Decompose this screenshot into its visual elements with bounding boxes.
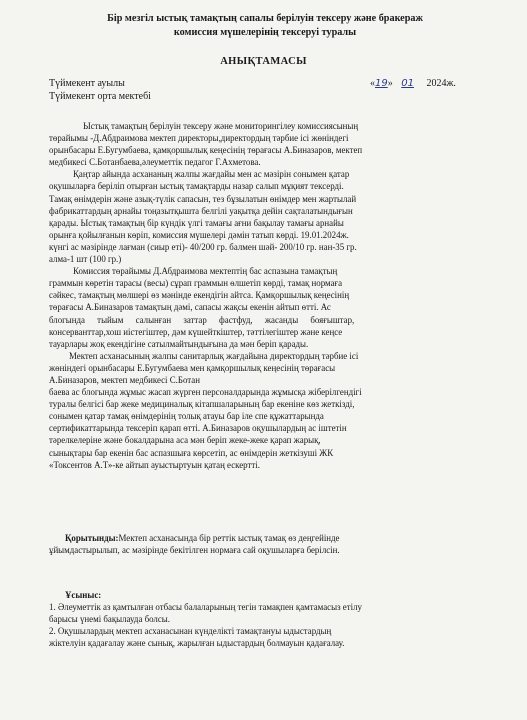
body-line: блогында тыйым салынған заттар фастфуд, жасанды бояғыштар,	[49, 314, 355, 325]
body-line: төрағасы А.Биназаров тамақтың дәмі, сапасы жақсы екенін айтып өтті. Ас	[49, 302, 331, 313]
body-line: А.Биназаров, мектеп медбикесі С.Ботан	[49, 374, 200, 385]
recommendation-line: 1. Әлеуметтік аз қамтылған отбасы балаларының тегін тамақпен қамтамасыз етілу	[49, 602, 362, 613]
body-line: алма-1 шт (100 гр.)	[49, 254, 122, 265]
body-line: туралы белгісі бар жеке медициналық кітапшаларының бар екеніне көз жеткізді,	[49, 399, 355, 410]
date-quote-close: »	[387, 78, 393, 89]
body-line: Комиссия төрайымы Д.Абдраимова мектептің бас аспазына тамақтың	[73, 266, 338, 277]
conclusion-text-2: ұйымдастырылып, ас мәзірінде бекітілген нормаға сай оқушыларға берілсін.	[49, 545, 340, 556]
body-line: баева ас блогында жұмыс жасап жүрген персоналдарында жұмысқа жіберілгендігі	[49, 387, 362, 398]
body-line: жөніндегі орынбасары Е.Бугумбаева мен қамқоршылық кеңесінің төрағасы	[49, 362, 336, 373]
recommendations-label: Ұсыныс:	[65, 590, 102, 600]
date-day: 19	[375, 78, 388, 89]
body-line: оқушыларға беріліп отырған ыстық тамақтарды назар салып мұқият тексерді.	[49, 181, 344, 192]
date-year: 2024ж.	[426, 78, 456, 89]
recommendation-line: 2. Оқушылардың мектеп асханасынан күнделікті тамақтануы ыдыстардың	[49, 626, 332, 637]
village-name: Түймекент ауылы	[49, 78, 125, 89]
title-line-1: Бір мезгіл ыстық тамақтың сапалы берілуін тексеру және бракераж	[107, 13, 423, 24]
conclusion-section	[49, 532, 504, 556]
body-line: «Токсентов А.Т»-ке айтып ауыстыртуын қатаң ескертті.	[49, 459, 260, 470]
body-line: күнгі ас мәзірінде лағман (сиыр еті)- 40/200 гр. балмен шәй- 200/10 гр. нан-35 гр.	[49, 241, 357, 252]
body-line: қарады. Ыстық тамақтың бір күндік үлгі тамағы ағни бақылау тамағы арнайы	[49, 217, 344, 228]
body-line: тауарлары жоқ екендігіне сатылмайтындығына да мән беріп қарады.	[49, 338, 309, 349]
conclusion-label: Қорытынды:	[65, 533, 119, 543]
date-quote-open: «	[370, 78, 375, 89]
document-heading: АНЫҚТАМАСЫ	[220, 56, 307, 67]
date-month: 01	[401, 78, 414, 89]
document-title	[60, 12, 470, 40]
body-line: сәйкес, тамақтың мөлшері өз мәнінде екендігін айтса. Қамқоршылық кеңесінің	[49, 290, 350, 301]
recommendations-section	[49, 589, 504, 649]
body-line: Тамақ өнімдерін және азық-түлік сапасын, тез бұзылатын өнімдер мен жартылай	[49, 193, 357, 204]
body-line: сонымен қатар тамақ өнімдерінің толық атауы бар іле спе құжаттарында	[49, 411, 324, 422]
body-line: тәрелкелеріне және бокалдарына аса мән беріп жеке-жеке қарап жарық,	[49, 435, 321, 446]
body-line: орынбасары Е.Бугумбаева, қамқоршылық кеңесінің төрағасы А.Биназаров, мектеп	[49, 145, 363, 156]
body-line: граммын көретін тарасы (весы) сұрап граммын өлшетіп көрді, тамақ нормаға	[49, 278, 343, 289]
title-line-2: комиссия мүшелерінің тексеруі туралы	[173, 27, 357, 38]
body-line: Ыстық тамақтың берілуін тексеру және мониторингілеу комиссиясының	[83, 121, 359, 131]
report-body	[49, 120, 504, 471]
conclusion-text-1: Мектеп асханасында бір реттік ыстық тамақ өз деңгейінде	[118, 533, 340, 543]
recommendation-line: барысы үнемі бақылауда болсы.	[49, 614, 170, 625]
body-line: сынықтары бар екенін бас аспазшыға көрсетіп, ас өнімдерін жеткізуші ЖК	[49, 447, 334, 458]
body-line: фабрикаттардың арнайы тоңазытқышта белгілі уақытқа дейін сақталатындығын	[49, 205, 353, 216]
document-date	[370, 78, 456, 89]
recommendation-line: жіктелуін қадағалау және сынық, жарылған ыдыстардың болмауын қадағалау.	[49, 638, 345, 649]
body-line: медбикесі С.Ботанбаева,әлеуметтік педагог Г.Ахметова.	[49, 157, 261, 168]
body-line: Қаңтар айында асхананың жалпы жағдайы мен ас мәзірін сонымен қатар	[73, 169, 350, 180]
body-line: сертификаттарында тексеріп қарап өтті. А.Биназаров оқушылардың ас іштетін	[49, 423, 347, 434]
school-name: Түймекент орта мектебі	[49, 91, 151, 102]
body-line: Мектеп асханасының жалпы санитарлық жағдайына директордың тәрбие ісі	[69, 350, 359, 361]
body-line: консерванттар,хош иістегіштер, дәм күшейткіштер, тәттілегіштер және кеңсе	[49, 326, 343, 337]
body-line: төрайымы -Д.Абдраимова мектеп директоры,директордың тәрбие ісі жөніндегі	[49, 133, 349, 144]
body-line: орынға қойылғанын көріп, комиссия мүшелері дәмін татып көрді. 19.01.2024ж.	[49, 229, 349, 240]
